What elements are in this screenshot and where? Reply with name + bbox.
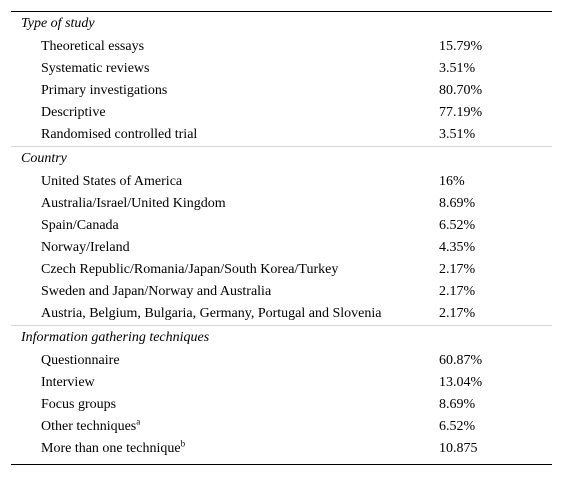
table-body [11, 12, 552, 460]
table-row [11, 237, 552, 259]
row-label: Sweden and Japan/Norway and Australia [41, 284, 272, 299]
row-value: 2.17% [439, 284, 476, 299]
row-label-cell [11, 80, 439, 102]
row-label-cell [11, 438, 439, 460]
row-value: 8.69% [439, 397, 476, 412]
table-row [11, 58, 552, 80]
row-label-cell [11, 259, 439, 281]
table-row [11, 124, 552, 146]
data-table [11, 11, 552, 465]
row-label-cell [11, 36, 439, 58]
row-label: Randomised controlled trial [41, 127, 198, 142]
row-label-cell [11, 102, 439, 124]
row-value: 80.70% [439, 83, 483, 98]
row-label-cell [11, 58, 439, 80]
table-row [11, 171, 552, 193]
row-label: Other techniques [41, 419, 137, 434]
row-label-cell [11, 124, 439, 146]
table-row [11, 36, 552, 58]
table-row [11, 215, 552, 237]
table-row [11, 416, 552, 438]
row-value: 10.875 [439, 441, 478, 456]
row-label: Descriptive [41, 105, 106, 120]
row-value: 16% [439, 174, 465, 189]
row-value: 3.51% [439, 127, 476, 142]
row-label: Questionnaire [41, 353, 120, 368]
row-label-cell [11, 281, 439, 303]
footnote-marker: b [180, 438, 186, 449]
row-label: United States of America [41, 174, 183, 189]
row-label: Systematic reviews [41, 61, 150, 76]
table-row [11, 438, 552, 460]
section-title: Information gathering techniques [21, 330, 210, 345]
row-label-cell [11, 303, 439, 325]
row-value: 77.19% [439, 105, 483, 120]
section-header-row [11, 325, 552, 350]
row-label: More than one technique [41, 441, 181, 456]
row-label: Norway/Ireland [41, 240, 130, 255]
table-row [11, 193, 552, 215]
row-value: 8.69% [439, 196, 476, 211]
row-value: 4.35% [439, 240, 476, 255]
section-title: Type of study [21, 16, 95, 31]
table-row [11, 80, 552, 102]
row-label-cell [11, 215, 439, 237]
section-header-row [11, 146, 552, 171]
row-value: 2.17% [439, 262, 476, 277]
row-label-cell [11, 193, 439, 215]
row-value: 2.17% [439, 306, 476, 321]
row-label: Spain/Canada [41, 218, 119, 233]
section-header-row [11, 12, 552, 36]
row-label-cell [11, 394, 439, 416]
row-label: Theoretical essays [41, 39, 145, 54]
row-label-cell [11, 372, 439, 394]
row-label: Austria, Belgium, Bulgaria, Germany, Portugal and Slovenia [41, 306, 382, 321]
table-row [11, 303, 552, 325]
row-value: 3.51% [439, 61, 476, 76]
section-title: Country [21, 151, 67, 166]
row-label-cell [11, 416, 439, 438]
footnote-marker: a [136, 416, 141, 427]
row-value: 13.04% [439, 375, 483, 390]
row-label-cell [11, 171, 439, 193]
row-label: Czech Republic/Romania/Japan/South Korea/Turkey [41, 262, 339, 277]
row-label-cell [11, 350, 439, 372]
row-value: 6.52% [439, 218, 476, 233]
table-bottom-rule [11, 464, 552, 465]
table-row [11, 372, 552, 394]
row-label: Australia/Israel/United Kingdom [41, 196, 226, 211]
table-row [11, 350, 552, 372]
row-label: Interview [41, 375, 95, 390]
table-row [11, 102, 552, 124]
row-value: 6.52% [439, 419, 476, 434]
table-row [11, 281, 552, 303]
row-value: 60.87% [439, 353, 483, 368]
row-value: 15.79% [439, 39, 483, 54]
row-label-cell [11, 237, 439, 259]
row-label: Focus groups [41, 397, 117, 412]
table-row [11, 394, 552, 416]
row-label: Primary investigations [41, 83, 168, 98]
table-row [11, 259, 552, 281]
